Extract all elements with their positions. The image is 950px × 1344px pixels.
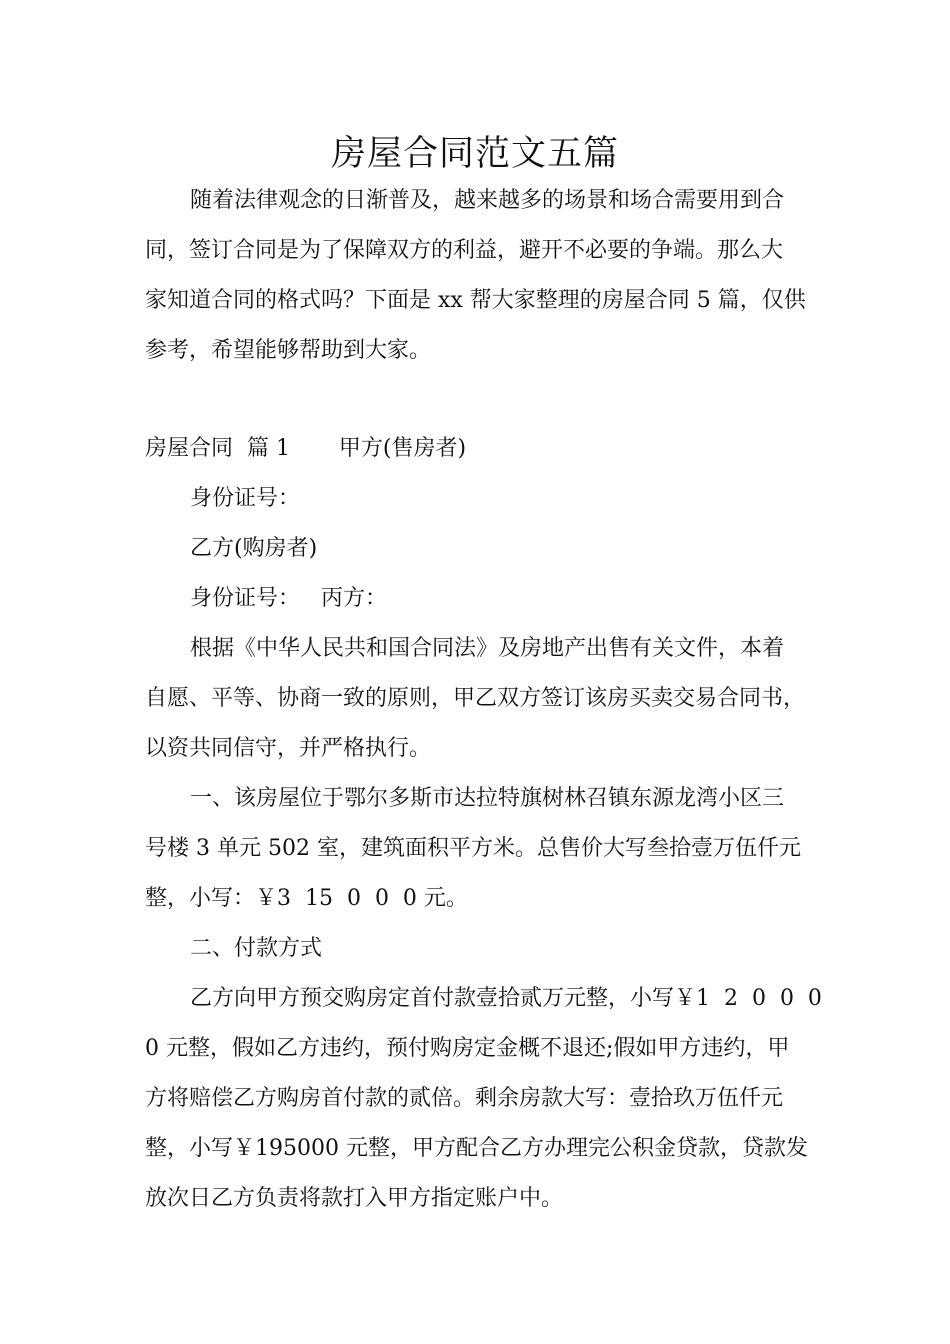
id-number-line-1: 身份证号：	[190, 486, 301, 511]
intro-line-2: 同，签订合同是为了保障双方的利益，避开不必要的争端。那么大	[145, 238, 784, 263]
payment-clause-line-1: 乙方向甲方预交购房定首付款壹拾贰万元整，小写￥1 2 0 0 0	[190, 986, 822, 1011]
property-clause-line-1: 一、该房屋位于鄂尔多斯市达拉特旗树林召镇东源龙湾小区三	[190, 786, 785, 811]
payment-clause-line-4: 整，小写￥195000 元整，甲方配合乙方办理完公积金贷款，贷款发	[145, 1136, 808, 1161]
property-clause-line-3: 整，小写：￥3 15 0 0 0 元。	[145, 886, 468, 911]
section-heading-1: 房屋合同 篇 1 甲方(售房者)	[145, 436, 467, 461]
payment-clause-line-2: 0 元整，假如乙方违约，预付购房定金概不退还;假如甲方违约，甲	[145, 1036, 790, 1061]
intro-line-3: 家知道合同的格式吗？下面是 xx 帮大家整理的房屋合同 5 篇，仅供	[145, 288, 806, 313]
intro-line-4: 参考，希望能够帮助到大家。	[145, 338, 432, 363]
payment-heading: 二、付款方式	[190, 936, 323, 961]
property-clause-line-2: 号楼 3 单元 502 室，建筑面积平方米。总售价大写叁拾壹万伍仟元	[145, 836, 801, 861]
document-title: 房屋合同范文五篇	[330, 134, 619, 174]
id-number-line-2: 身份证号： 丙方：	[190, 586, 387, 611]
buyer-line: 乙方(购房者)	[190, 536, 318, 561]
intro-line-1: 随着法律观念的日渐普及，越来越多的场景和场合需要用到合	[190, 188, 785, 213]
contract-clause-line-1: 根据《中华人民共和国合同法》及房地产出售有关文件，本着	[190, 636, 785, 661]
payment-clause-line-5: 放次日乙方负责将款打入甲方指定账户中。	[145, 1186, 564, 1211]
contract-clause-line-2: 自愿、平等、协商一致的原则，甲乙双方签订该房买卖交易合同书，	[145, 686, 806, 711]
contract-clause-line-3: 以资共同信守，并严格执行。	[145, 736, 432, 761]
payment-clause-line-3: 方将赔偿乙方购房首付款的贰倍。剩余房款大写：壹拾玖万伍仟元	[145, 1086, 784, 1111]
